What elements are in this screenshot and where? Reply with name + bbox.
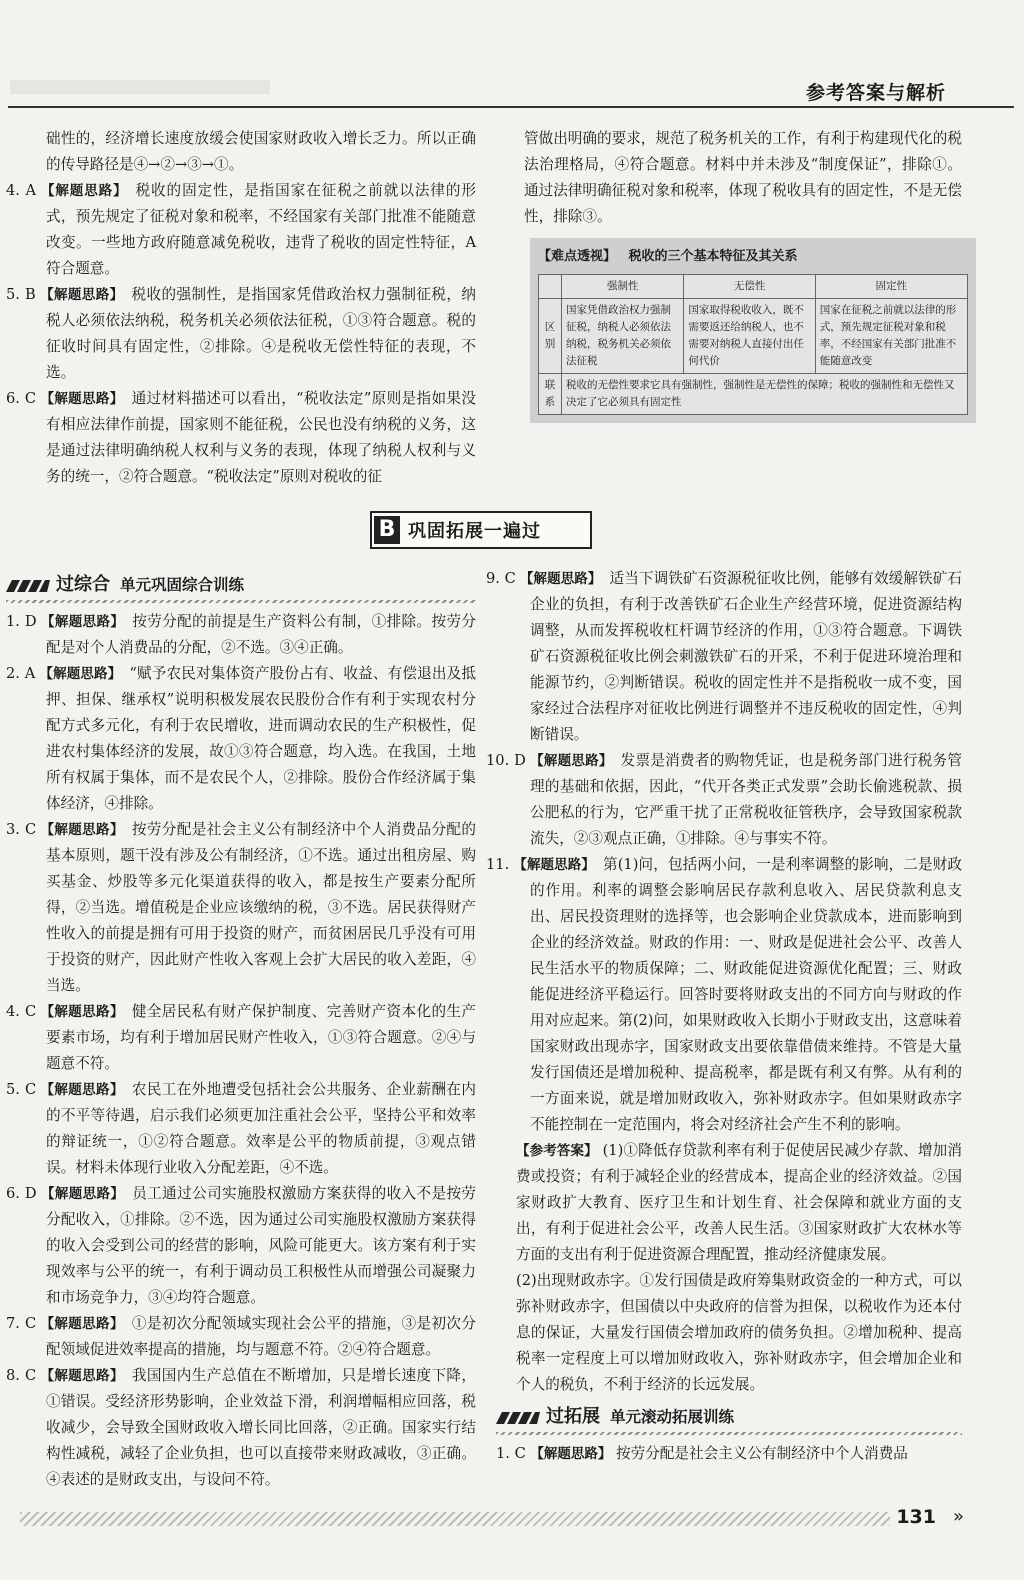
item-tag: 【解题思路】 (39, 287, 124, 303)
row-label: 联系 (539, 374, 562, 415)
item-number: 6. C (6, 390, 37, 407)
item-tag: 【解题思路】 (40, 1186, 125, 1202)
item-text: 发票是消费者的购物凭证，也是税务部门进行税务管理的基础和依据，因此，“代开各类正式发票”会助长偷逃税款、损公肥私的行为，它严重干扰了正常税收征管秩序，会导致国家税款流失，②③观点正确，①排除。④与事实不符。 (530, 752, 962, 847)
section-main-title: 过综合 (56, 574, 110, 595)
bottom-left-column (6, 572, 476, 1493)
item-number: 9. C (486, 570, 516, 587)
section-subtitle: 单元巩固综合训练 (120, 576, 245, 594)
item-tag: 【解题思路】 (40, 614, 125, 630)
item-tag: 【解题思路】 (513, 857, 596, 873)
item-tag: 【解题思路】 (40, 1368, 124, 1384)
box-tag: 【难点透视】 (538, 249, 617, 264)
list-item (486, 1441, 962, 1467)
table-header: 固定性 (815, 275, 967, 299)
header-title: 参考答案与解析 (805, 82, 946, 104)
item-number: 3. C (6, 821, 37, 838)
item-tag: 【解题思路】 (40, 822, 124, 838)
book-stack-icon (496, 1410, 540, 1424)
bottom-right-column (486, 566, 962, 1467)
row-label: 区别 (539, 299, 562, 374)
item-text: 按劳分配是社会主义公有制经济中个人消费品 (616, 1445, 908, 1462)
item-text: 税收的强制性，是指国家凭借政治权力强制征税，纳税人必须依法纳税，税务机关必须依法征税，①③符合题意。税的征收时间具有固定性，②排除。④是税收无偿性特征的表现，不选。 (46, 286, 476, 381)
difficulty-box-title (538, 244, 968, 270)
answer-tag: 【参考答案】 (516, 1143, 598, 1159)
table-cell: 国家取得税收收入，既不需要返还给纳税人，也不需要对纳税人直接付出任何代价 (684, 299, 815, 374)
list-item (6, 1077, 476, 1181)
header-rule (8, 106, 1014, 108)
list-item (6, 386, 476, 490)
item-number: 7. C (6, 1315, 37, 1332)
banner-letter: B (374, 516, 400, 544)
item-number: 1. C (496, 1445, 526, 1462)
item-number: 4. A (6, 182, 37, 199)
reference-answer (486, 1138, 962, 1268)
section-heading (496, 1404, 962, 1430)
list-item (486, 852, 962, 1138)
next-page-arrow-icon: » (952, 1506, 964, 1527)
item-tag: 【解题思路】 (40, 391, 124, 407)
footer-hatch (20, 1512, 890, 1526)
faded-header-mark (10, 80, 270, 94)
item-number: 6. D (6, 1185, 37, 1202)
section-subtitle: 单元滚动拓展训练 (610, 1408, 735, 1426)
item-text: 员工通过公司实施股权激励方案获得的收入不是按劳分配收入，①排除。②不选，因为通过公司实施股权激励方案获得的收入会受到公司的经营的影响，风险可能更大。该方案有利于实现效率与公平的统一，有利于调动员工积极性从而增强公司凝聚力和市场竞争力，③④均符合题意。 (46, 1185, 477, 1306)
item-text: 通过材料描述可以看出，“税收法定”原则是指如果没有相应法律作前提，国家则不能征税，公民也没有纳税的义务，这是通过法律明确纳税人权利与义务的表现，体现了纳税人权利与义务的统一，②符合题意。“税收法定”原则对税收的征 (46, 390, 476, 485)
top-left-column (6, 126, 476, 490)
continuation-paragraph: 础性的，经济增长速度放缓会使国家财政收入增长乏力。所以正确的传导路径是④→②→③→①。 (46, 130, 476, 173)
table-header: 无偿性 (684, 275, 815, 299)
top-right-column (500, 126, 962, 423)
item-tag: 【解题思路】 (519, 571, 602, 587)
item-number: 8. C (6, 1367, 37, 1384)
section-main-title: 过拓展 (546, 1406, 600, 1427)
list-item (6, 1311, 476, 1363)
item-text: 按劳分配是社会主义公有制经济中个人消费品分配的基本原则，题干没有涉及公有制经济，①不选。通过出租房屋、购买基金、炒股等多元化渠道获得的收入，都是按生产要素分配所得，②当选。增值税是企业应该缴纳的税，③不选。居民获得财产性收入的前提是拥有可用于投资的财产，而贫困居民几乎没有可用于投资的财产，因此财产性收入客观上会扩大居民的收入差距，④当选。 (46, 821, 477, 994)
item-text: 第(1)问，包括两小问，一是利率调整的影响，二是财政的作用。利率的调整会影响居民存款利息收入、居民贷款利息支出、居民投资理财的选择等，也会影响企业贷款成本，进而影响到企业的经济效益。财政的作用：一、财政是促进社会公平、改善人民生活水平的物质保障；二、财政能促进资源优化配置；三、财政能促进经济平稳运行。回答时要将财政支出的不同方向与财政的作用对应起来。第(2)问，如果财政收入长期小于财政支出，这意味着国家财政出现赤字，国家财政支出要依靠借债来维持。不管是大量发行国债还是增加税种、提高税率，都是既有利又有弊。从有利的一方面来说，就是增加财政收入，弥补财政赤字。但如果财政赤字不能控制在一定范围内，将会对经济社会产生不利的影响。 (530, 856, 962, 1133)
item-tag: 【解题思路】 (40, 1316, 124, 1332)
item-tag: 【解题思路】 (40, 183, 128, 199)
table-header: 强制性 (562, 275, 684, 299)
difficulty-box (530, 238, 976, 423)
item-text: “赋予农民对集体资产股份占有、收益、有偿退出及抵押、担保、继承权”说明积极发展农民股份合作有利于实现农村分配方式多元化，有利于农民增收，进而调动农民的生产积极性，促进农村集体经济的发展，故①③符合题意，均入选。在我国，土地所有权属于集体，而不是农民个人，②排除。股份合作经济属于集体经济，④排除。 (46, 665, 476, 812)
item-number: 11. (486, 856, 510, 873)
table-corner (539, 275, 562, 299)
answer-part-2: (2)出现财政赤字。①发行国债是政府筹集财政资金的一种方式，可以弥补财政赤字，但国债以中央政府的信誉为担保，以税收作为还本付息的保证，大量发行国债会增加政府的债务负担。②增加税种、提高税率一定程度上可以增加财政收入，弥补财政赤字，但会增加企业和个人的税负，不利于经济的长远发展。 (516, 1272, 962, 1393)
table-cell: 国家凭借政治权力强制征税，纳税人必须依法纳税，税务机关必须依法征税 (562, 299, 684, 374)
item-number: 4. C (6, 1003, 37, 1020)
continuation-paragraph: 管做出明确的要求，规范了税务机关的工作，有利于构建现代化的税法治理格局，④符合题意。材料中并未涉及“制度保证”，排除①。通过法律明确征税对象和税率，体现了税收具有的固定性，不是无偿性，排除③。 (524, 130, 962, 225)
list-item (6, 661, 476, 817)
item-tag: 【解题思路】 (530, 1446, 612, 1462)
item-tag: 【解题思路】 (40, 1082, 124, 1098)
table-cell: 国家在征税之前就以法律的形式，预先规定征税对象和税率，不经国家有关部门批准不能随意改变 (815, 299, 967, 374)
item-text: 适当下调铁矿石资源税征收比例，能够有效缓解铁矿石企业的负担，有利于改善铁矿石企业生产经营环境，促进资源结构调整，从而发挥税收杠杆调节经济的作用，①③符合题意。下调铁矿石资源税征收比例会刺激铁矿石的开采，不利于促进环境治理和能源节约，②判断错误。税收的固定性并不是指税收一成不变，国家经过合法程序对征收比例进行调整并不违反税收的固定性，④判断错误。 (530, 570, 962, 743)
list-item (486, 748, 962, 852)
tax-features-table (538, 274, 968, 415)
item-text: 税收的固定性，是指国家在征税之前就以法律的形式，预先规定了征税对象和税率，不经国家有关部门批准不能随意改变。一些地方政府随意减免税收，违背了税收的固定性特征，A 符合题意。 (46, 182, 476, 277)
item-number: 10. D (486, 752, 526, 769)
answer-part-1: (1)①降低存贷款利率有利于促使居民减少存款、增加消费或投资；有利于减轻企业的经营成本，提高企业的经济效益。②国家财政扩大教育、医疗卫生和计划生育、社会保障和就业方面的支出，有利于促进社会公平，改善人民生活。③国家财政扩大农林水等方面的支出有利于促进资源合理配置，推动经济健康发展。 (516, 1142, 963, 1263)
item-tag: 【解题思路】 (40, 1004, 124, 1020)
item-tag: 【解题思路】 (529, 753, 613, 769)
list-item (6, 178, 476, 282)
list-item (6, 282, 476, 386)
list-item (6, 999, 476, 1077)
list-item (6, 817, 476, 999)
section-heading (6, 572, 476, 598)
item-number: 5. B (6, 286, 36, 303)
list-item (6, 609, 476, 661)
item-text: 按劳分配的前提是生产资料公有制，①排除。按劳分配是对个人消费品的分配，②不选。③④正确。 (46, 613, 477, 656)
list-item (6, 1181, 476, 1311)
item-text: 健全居民私有财产保护制度、完善财产资本化的生产要素市场，均有利于增加居民财产性收入，①③符合题意。②④与题意不符。 (46, 1003, 477, 1072)
item-number: 2. A (6, 665, 36, 682)
item-number: 1. D (6, 613, 37, 630)
banner-text: 巩固拓展一遍过 (408, 521, 541, 542)
section-underline (496, 1432, 962, 1435)
item-text: 我国国内生产总值在不断增加，只是增长速度下降，①错误。受经济形势影响，企业效益下滑，利润增幅相应回落，税收减少，会导致全国财政收入增长同比回落，②正确。国家实行结构性减税，减轻了企业负担，也可以直接带来财政减收，③正确。④表述的是财政支出，与设问不符。 (46, 1367, 477, 1488)
item-text: 农民工在外地遭受包括社会公共服务、企业薪酬在内的不平等待遇，启示我们必须更加注重社会公平，坚持公平和效率的辩证统一，①②符合题意。效率是公平的物质前提，③观点错误。材料未体现行业收入分配差距，④不选。 (46, 1081, 477, 1176)
section-banner (370, 511, 592, 549)
list-item (6, 1363, 476, 1493)
answer-list (6, 609, 476, 1493)
box-heading: 税收的三个基本特征及其关系 (628, 249, 798, 264)
list-item (486, 566, 962, 748)
item-text: ①是初次分配领域实现社会公平的措施，③是初次分配领域促进效率提高的措施，均与题意不符。②④符合题意。 (46, 1315, 477, 1358)
item-tag: 【解题思路】 (39, 666, 122, 682)
answer-list (486, 566, 962, 1138)
item-number: 5. C (6, 1081, 37, 1098)
section-underline (6, 600, 476, 603)
table-cell: 税收的无偿性要求它具有强制性，强制性是无偿性的保障；税收的强制性和无偿性又决定了它必须具有固定性 (562, 374, 968, 415)
book-stack-icon (6, 578, 50, 592)
page-number: 131 (896, 1506, 936, 1528)
